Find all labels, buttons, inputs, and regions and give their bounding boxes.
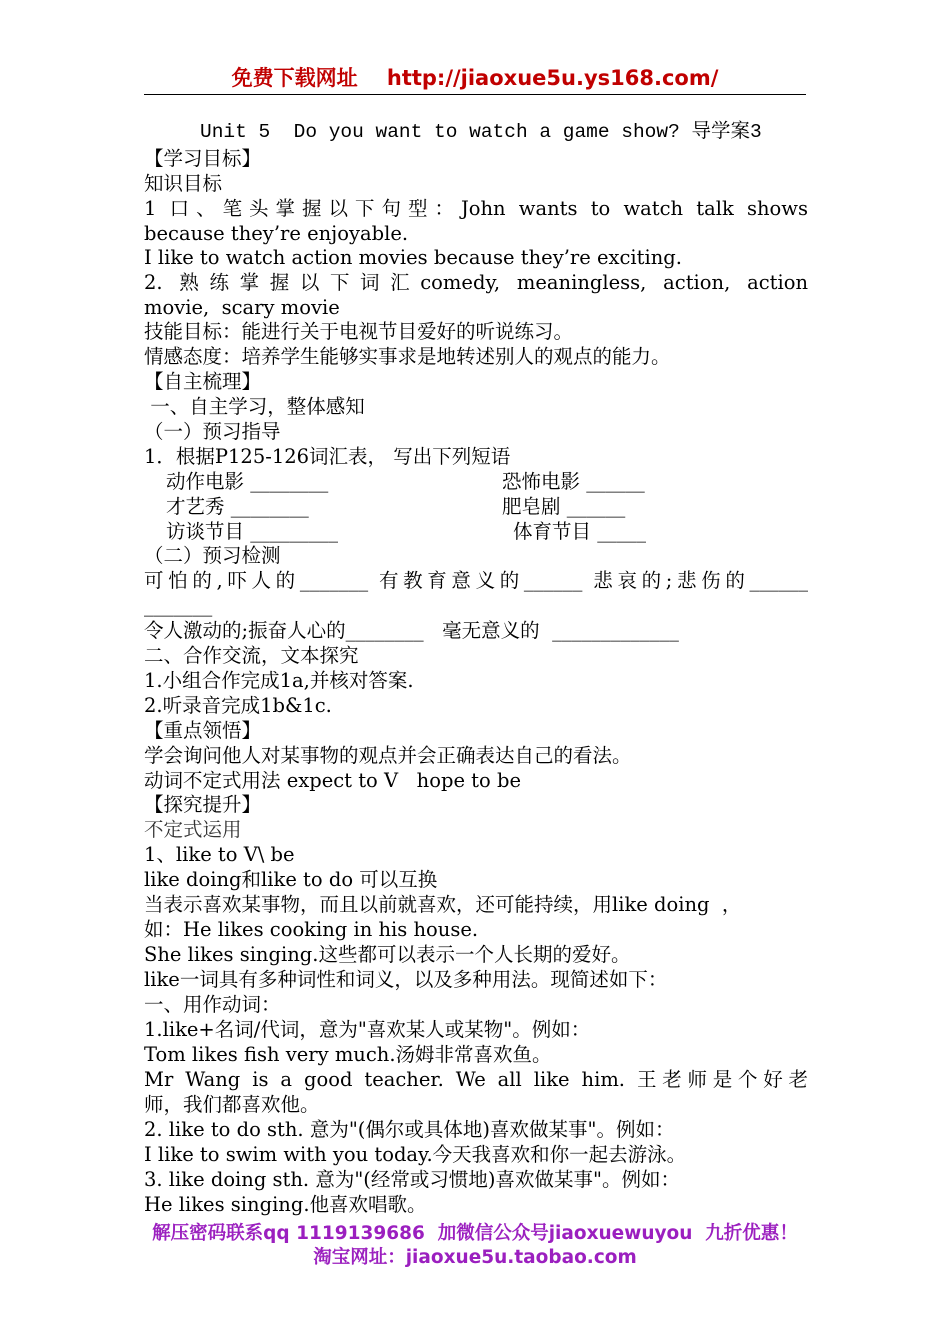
text-line: 可怕的,吓人的_______ 有教育意义的______ 悲哀的;悲伤的______ (144, 569, 808, 592)
page-title: Unit 5 Do you want to watch a game show? 导学案3 (200, 121, 762, 143)
text-line: 不定式运用 (144, 818, 242, 841)
section-heading: 【重点领悟】 (144, 719, 262, 742)
text-line: 令人激动的;振奋人心的________ 毫无意义的 _____________ (144, 619, 679, 642)
text-line: 技能目标：能进行关于电视节目爱好的听说练习。 (144, 320, 574, 343)
text-line: 情感态度：培养学生能够实事求是地转述别人的观点的能力。 (144, 345, 671, 368)
text-line: 当表示喜欢某事物，而且以前就喜欢，还可能持续，用like doing ， (144, 893, 742, 916)
text-line: 2. 熟练掌握以下词汇comedy, meaningless, action, action (144, 271, 808, 294)
text-line: 2. like to do sth. 意为"(偶尔或具体地)喜欢做某事"。例如： (144, 1118, 675, 1141)
blank-item: 访谈节目 _________ (166, 520, 338, 543)
text-line: 师，我们都喜欢他。 (144, 1093, 320, 1116)
blank-item: 体育节目 _____ (513, 520, 646, 543)
text-line: 2.听录音完成1b&1c. (144, 694, 332, 717)
text-line: Mr Wang is a good teacher. We all like him. 王老师是个好老 (144, 1068, 808, 1091)
text-line: 动词不定式用法 expect to V hope to be (144, 769, 521, 792)
header-rule (144, 94, 806, 95)
text-line: _______ (144, 594, 213, 617)
text-line: because they’re enjoyable. (144, 222, 409, 245)
text-line: 一、自主学习，整体感知 (144, 395, 365, 418)
download-header[interactable]: 免费下载网址 http://jiaoxue5u.ys168.com/ (231, 66, 719, 90)
text-line: 1．根据P125-126词汇表， 写出下列短语 (144, 445, 511, 468)
text-line: 一、用作动词： (144, 993, 281, 1016)
blank-item: 肥皂剧 ______ (502, 495, 626, 518)
blank-item: 恐怖电影 ______ (502, 470, 645, 493)
footer-contact: 解压密码联系qq 1119139686 加微信公众号jiaoxuewuyou 九折优惠！ (152, 1223, 798, 1244)
text-line: 二、合作交流，文本探究 (144, 644, 359, 667)
section-heading: 【自主梳理】 (144, 370, 262, 393)
text-line: 1、like to V\ be (144, 843, 295, 866)
text-line: She likes singing.这些都可以表示一个人长期的爱好。 (144, 943, 631, 966)
blank-item: 动作电影 ________ (166, 470, 329, 493)
footer-shop-link[interactable]: 淘宝网址：jiaoxue5u.taobao.com (313, 1247, 637, 1268)
text-line: Tom likes fish very much.汤姆非常喜欢鱼。 (144, 1043, 552, 1066)
text-line: 1.like+名词/代词，意为"喜欢某人或某物"。例如： (144, 1018, 591, 1041)
text-line: 3. like doing sth. 意为"(经常或习惯地)喜欢做某事"。例如： (144, 1168, 680, 1191)
text-line: 学会询问他人对某事物的观点并会正确表达自己的看法。 (144, 744, 632, 767)
section-heading: 【探究提升】 (144, 793, 262, 816)
text-line: like一词具有多种词性和词义，以及多种用法。现简述如下： (144, 968, 668, 991)
text-line: I like to swim with you today.今天我喜欢和你一起去游泳。 (144, 1143, 687, 1166)
text-line: 如：He likes cooking in his house. (144, 918, 479, 941)
text-line: I like to watch action movies because they’re exciting. (144, 246, 682, 269)
text-line: movie, scary movie (144, 296, 340, 319)
text-line: （一）预习指导 (144, 420, 281, 443)
blank-item: 才艺秀 ________ (166, 495, 309, 518)
text-line: （二）预习检测 (144, 544, 281, 567)
text-line: like doing和like to do 可以互换 (144, 868, 438, 891)
text-line: He likes singing.他喜欢唱歌。 (144, 1193, 427, 1216)
section-heading: 【学习目标】 (144, 147, 262, 170)
text-line: 知识目标 (144, 172, 223, 195)
text-line: 1.小组合作完成1a,并核对答案. (144, 669, 414, 692)
text-line: 1 口、笔头掌握以下句型：John wants to watch talk shows (144, 197, 808, 220)
